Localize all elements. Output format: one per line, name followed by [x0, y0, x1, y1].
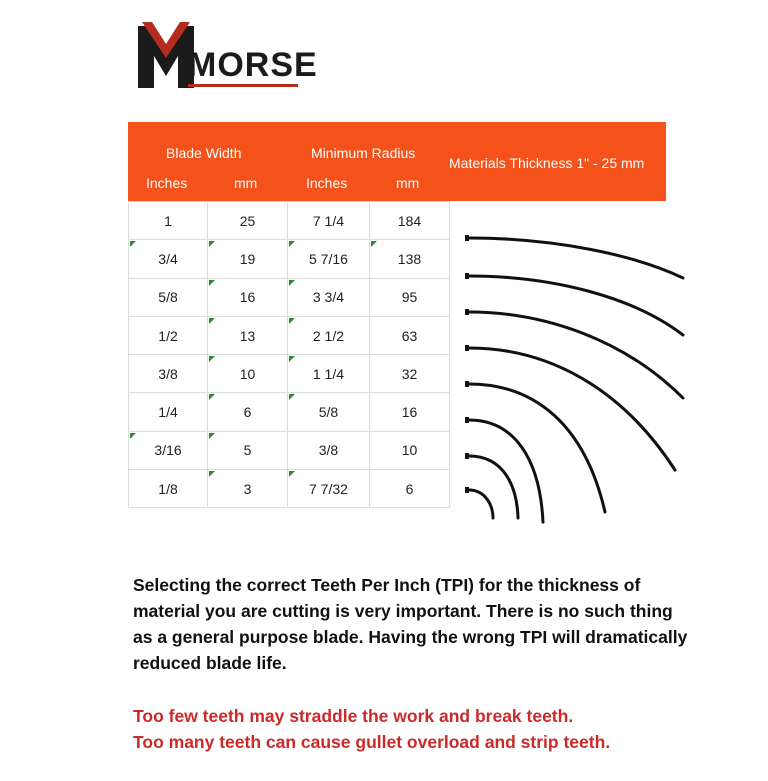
marker-icon [289, 280, 295, 286]
blade-width-inches: 1/4 [129, 393, 208, 431]
min-radius-mm: 16 [369, 393, 449, 431]
min-radius-inches: 7 1/4 [287, 202, 369, 240]
min-radius-inches: 1 1/4 [312, 365, 345, 382]
marker-icon [209, 471, 215, 477]
blade-width-inches: 3/8 [129, 355, 208, 393]
marker-icon [371, 241, 377, 247]
marker-icon [130, 433, 136, 439]
marker-icon [209, 241, 215, 247]
warning-few-teeth: Too few teeth may straddle the work and break teeth. [133, 706, 574, 726]
table-row [129, 470, 450, 508]
table-header [128, 122, 666, 201]
blade-width-mm: 5 [243, 442, 252, 459]
header-mm-1: mm [234, 175, 258, 191]
warning-many-teeth: Too many teeth can cause gullet overload and strip teeth. [133, 732, 611, 752]
min-radius-inches: 2 1/2 [312, 327, 345, 344]
arc-5 [469, 384, 605, 512]
blade-width-inches: 1/8 [129, 470, 208, 508]
table-row [129, 202, 450, 240]
marker-icon [289, 241, 295, 247]
table-row [129, 278, 450, 316]
arc-tick-icon [465, 453, 469, 459]
marker-icon [289, 356, 295, 362]
morse-logo [138, 22, 318, 88]
marker-icon [209, 433, 215, 439]
arc-tick-icon [465, 487, 469, 493]
header-inches-2: Inches [306, 175, 348, 191]
radius-table [128, 201, 450, 508]
blade-width-inches: 3/4 [158, 250, 178, 267]
arc-7 [469, 456, 518, 518]
header-materials-thickness: Materials Thickness 1" - 25 mm [449, 155, 645, 171]
blade-width-inches: 1/2 [129, 316, 208, 354]
logo-underline [188, 84, 298, 87]
min-radius-mm: 138 [397, 250, 422, 267]
blade-width-inches: 3/16 [154, 442, 182, 459]
arc-8 [469, 490, 493, 518]
min-radius-mm: 184 [369, 202, 449, 240]
table-row [129, 431, 450, 469]
marker-icon [289, 318, 295, 324]
arc-tick-icon [465, 309, 469, 315]
min-radius-mm: 10 [369, 431, 449, 469]
blade-width-inches: 1 [129, 202, 208, 240]
arc-1 [469, 238, 683, 278]
arc-tick-icon [465, 417, 469, 423]
radius-arcs-illustration [455, 220, 695, 540]
marker-icon [289, 471, 295, 477]
min-radius-inches: 3 3/4 [312, 289, 345, 306]
min-radius-inches: 3/8 [287, 431, 369, 469]
table-row [129, 393, 450, 431]
min-radius-inches: 5 7/16 [308, 250, 348, 267]
table-row [129, 355, 450, 393]
min-radius-mm: 6 [369, 470, 449, 508]
marker-icon [130, 241, 136, 247]
table-row [129, 240, 450, 278]
tpi-description: Selecting the correct Teeth Per Inch (TPI) for the thickness of material you are cutting is very important. There is no such thing as a general purpose blade. Having the wrong TPI will dramatically reduced blade life. [133, 575, 688, 673]
blade-width-mm: 25 [208, 202, 288, 240]
header-inches-1: Inches [146, 175, 188, 191]
header-minimum-radius: Minimum Radius [311, 145, 416, 161]
blade-width-mm: 3 [243, 480, 252, 497]
logo-text: MORSE [188, 46, 318, 84]
header-blade-width: Blade Width [166, 145, 242, 161]
blade-width-mm: 10 [239, 365, 256, 382]
arc-3 [469, 312, 683, 398]
marker-icon [289, 394, 295, 400]
marker-icon [209, 318, 215, 324]
arc-6 [469, 420, 543, 522]
min-radius-mm: 63 [369, 316, 449, 354]
blade-width-mm: 19 [239, 250, 256, 267]
marker-icon [209, 356, 215, 362]
arc-tick-icon [465, 381, 469, 387]
arc-2 [469, 276, 683, 335]
arc-tick-icon [465, 273, 469, 279]
arc-tick-icon [465, 235, 469, 241]
arc-tick-icon [465, 345, 469, 351]
min-radius-mm: 95 [369, 278, 449, 316]
blade-width-mm: 6 [243, 404, 252, 421]
table-row [129, 316, 450, 354]
blade-width-inches: 5/8 [129, 278, 208, 316]
morse-m-emblem-icon [138, 22, 194, 88]
header-mm-2: mm [396, 175, 420, 191]
min-radius-mm: 32 [369, 355, 449, 393]
blade-width-mm: 13 [239, 327, 256, 344]
marker-icon [209, 280, 215, 286]
blade-width-mm: 16 [239, 289, 256, 306]
marker-icon [209, 394, 215, 400]
min-radius-inches: 5/8 [318, 404, 339, 421]
min-radius-inches: 7 7/32 [308, 480, 348, 497]
